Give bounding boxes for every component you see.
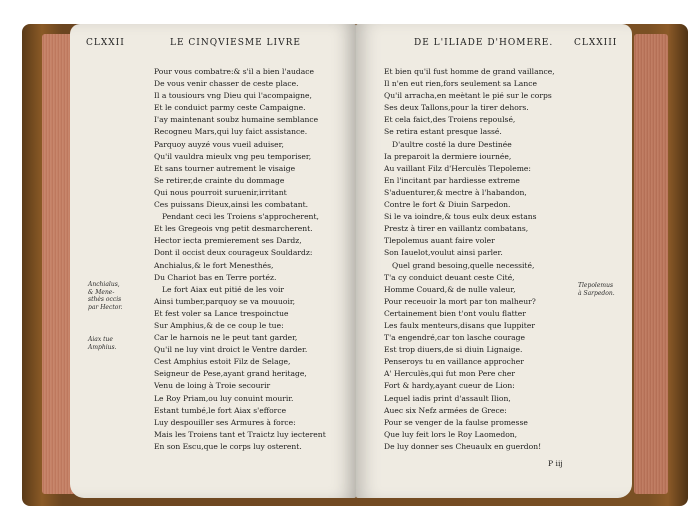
text-line: De luy donner ses Cheuaulx en guerdon! [384,441,542,451]
right-fore-edge [634,34,668,494]
left-running-head: LE CINQVIESME LIVRE [170,38,301,48]
text-line: Les faulx menteurs,disans que Iuppiter [384,320,535,330]
text-line: Se retira estant presque lassé. [384,127,502,137]
text-line: Du Chariot bas en Terre portéz. [154,272,277,282]
text-line: Est trop diuers,de si diuin Lignaige. [384,345,523,355]
text-line: Qu'il arracha,en meètant le pié sur le corps [384,91,552,101]
left-folio: CLXXII [86,38,125,48]
text-line: I'ay maintenant soubz humaine semblance [154,115,319,125]
open-book [22,20,688,508]
text-line: En l'incitant par hardiesse extreme [384,175,520,185]
text-line: Ses deux Tallons,pour la tirer dehors. [384,103,529,113]
text-line: Car le harnois ne le peut tant garder, [154,333,298,343]
text-line: Prestz à tirer en vaillantz combatans, [384,224,529,234]
text-line: Anchialus,& le fort Menesthés, [154,260,274,270]
text-line: Et sans tourner autrement le visaige [154,163,296,173]
right-folio: CLXXIII [574,38,618,48]
text-line: T'a cy conduict deuant ceste Cité, [384,272,515,282]
text-line: Pour receuoir la mort par ton malheur? [384,296,536,306]
margin-note-line: par Hector. [88,303,123,311]
text-line: Quel grand besoing,quelle necessité, [392,260,535,270]
margin-note-line: à Sarpedon. [578,289,615,297]
text-line: Luy despouiller ses Armures à force: [154,417,296,427]
left-text-block [154,66,326,453]
text-line: Hector iecta premierement ses Dardz, [154,236,302,246]
text-line: Lequel iadis print d'assault Ilion, [384,393,511,403]
signature-mark: P iij [548,459,563,468]
margin-note-line: sthès occis [88,296,122,303]
text-line: Qu'il vauldra mieulx vng peu temporiser, [154,151,312,161]
text-line: Le Roy Priam,ou luy conuint mourir. [154,393,294,403]
text-line: Mais les Troiens tant et Traictz luy iecterent [154,429,326,439]
text-line: Ces puissans Dieux,ainsi les combatant. [154,200,309,210]
text-line: Pour vous combatre:& s'il a bien l'audace [154,67,315,76]
text-line: Si le va ioindre,& tous eulx deux estans [384,212,537,222]
text-line: Cest Amphius estoit Filz de Selage, [154,357,291,367]
text-line: T'a engendré,car ton lasche courage [384,333,526,343]
text-line: Et les Gregeois vng petit desmarcherent. [154,224,313,234]
right-running-head: DE L'ILIADE D'HOMERE. [414,38,554,48]
text-line: S'aduenturer,& mectre à l'habandon, [384,187,527,197]
text-line: Qui nous pourroit suruenir,irritant [154,187,287,197]
right-page [356,24,632,498]
text-line: Sur Amphius,& de ce coup le tue: [154,320,284,330]
left-page [70,24,356,498]
text-line: Son Iauelot,voulut ainsi parler. [384,248,503,258]
text-line: Et bien qu'il fust homme de grand vaillance, [384,67,555,76]
margin-note-line: Anchialus, [88,281,120,288]
text-line: Dont il occist deux courageux Souldardz: [154,248,313,258]
text-line: Et fest voler sa Lance trespoinctue [154,308,289,318]
text-line: Il a tousiours vng Dieu qui l'acompaigne, [154,91,312,101]
text-line: Certainement bien t'ont voulu flatter [384,308,526,318]
text-line: Ainsi tumber,parquoy se va mouuoir, [154,296,296,306]
text-line: Estant tumbé,le fort Aiax s'efforce [154,405,287,415]
text-line: Seigneur de Pese,ayant grand heritage, [154,369,307,379]
text-line: Tlepolemus auant faire voler [384,236,495,246]
text-line: Parquoy auyzé vous vueil aduiser, [154,139,284,149]
text-line: Se retirer,de crainte du dommage [154,175,285,185]
text-line: Le fort Aiax eut pitié de les voir [162,284,285,294]
text-line: Il n'en eut rien,fors seulement sa Lance [384,79,537,89]
text-line: Ia preparoit la dermiere iournée, [384,151,512,161]
text-line: Et le conduict parmy ceste Campaigne. [154,103,306,113]
text-line: Penseroys tu en vaillance approcher [384,357,524,367]
text-line: De vous venir chasser de ceste place. [154,79,299,89]
text-line: D'aultre costé la dure Destinée [392,139,512,149]
margin-note-tlepolemus [578,282,615,297]
margin-note-line: Aiax tue [88,336,113,343]
margin-note-line: Tlepolemus [578,282,614,289]
text-line: Auec six Nefz armées de Grece: [384,405,507,415]
text-line: Pendant ceci les Troiens s'approcherent, [162,212,319,222]
text-line: Contre le fort & Diuin Sarpedon. [384,200,511,210]
text-line: A' Herculès,qui fut mon Pere cher [384,369,516,379]
text-line: Pour se venger de la faulse promesse [384,417,528,427]
text-line: Et cela faict,des Troiens repoulsé, [384,115,516,125]
text-line: Que luy feit lors le Roy Laomedon, [384,429,518,439]
margin-note-line: & Mene- [88,288,115,296]
text-line: Homme Couard,& de nulle valeur, [384,284,516,294]
text-line: Recogneu Mars,qui luy faict assistance. [154,127,308,137]
text-line: Au vaillant Filz d'Herculès Tlepoleme: [384,163,531,173]
margin-note-anchialus [88,281,122,311]
text-line: Qu'il ne luy vint droict le Ventre darder. [154,345,308,355]
margin-note-aiax [88,336,117,351]
text-line: Fort & hardy,ayant cueur de Lion: [384,381,515,391]
text-line: En son Escu,que le corps luy osterent. [154,441,302,451]
margin-note-line: Amphius. [88,343,117,351]
right-text-block [384,66,555,453]
text-line: Venu de loing à Troie secourir [154,381,271,391]
